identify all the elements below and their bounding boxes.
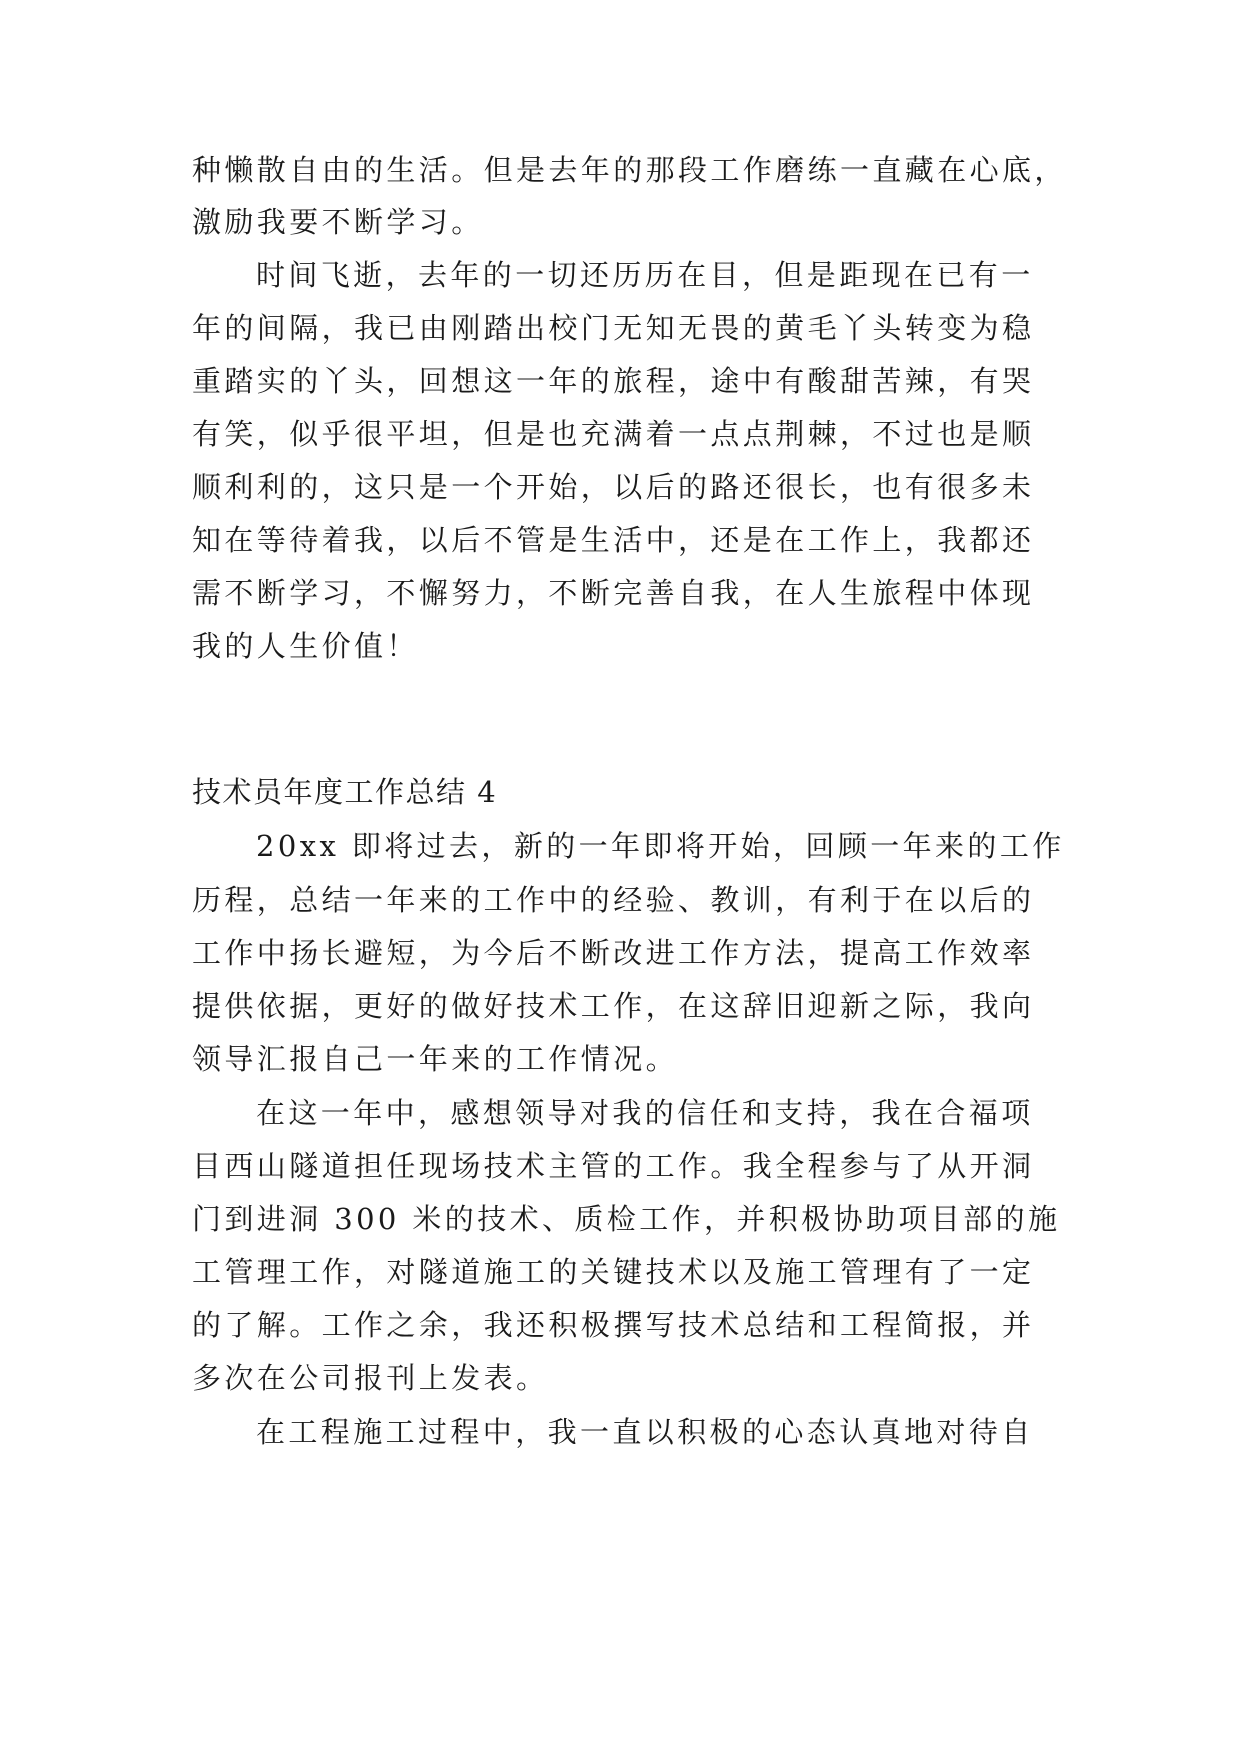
- text-line: 种懒散自由的生活。但是去年的那段工作磨练一直藏在心底，: [192, 153, 1067, 187]
- section-heading: 技术员年度工作总结 4: [192, 775, 498, 809]
- text-line: 20xx 即将过去，新的一年即将开始，回顾一年来的工作: [256, 829, 1065, 863]
- text-line: 年的间隔，我已由刚踏出校门无知无畏的黄毛丫头转变为稳: [192, 311, 1035, 345]
- text-line: 目西山隧道担任现场技术主管的工作。我全程参与了从开洞: [192, 1149, 1035, 1183]
- text-line: 提供依据，更好的做好技术工作，在这辞旧迎新之际，我向: [192, 989, 1035, 1023]
- text-line: 时间飞逝，去年的一切还历历在目，但是距现在已有一: [256, 258, 1034, 292]
- text-line: 知在等待着我，以后不管是生活中，还是在工作上，我都还: [192, 523, 1035, 557]
- text-line: 需不断学习，不懈努力，不断完善自我，在人生旅程中体现: [192, 576, 1035, 610]
- text-line: 重踏实的丫头，回想这一年的旅程，途中有酸甜苦辣，有哭: [192, 364, 1035, 398]
- text-line: 我的人生价值！: [192, 629, 419, 663]
- text-line: 门到进洞 300 米的技术、质检工作，并积极协助项目部的施: [192, 1202, 1061, 1236]
- text-line: 激励我要不断学习。: [192, 205, 484, 239]
- text-line: 多次在公司报刊上发表。: [192, 1361, 549, 1395]
- text-line: 有笑，似乎很平坦，但是也充满着一点点荆棘，不过也是顺: [192, 417, 1035, 451]
- text-line: 工管理工作，对隧道施工的关键技术以及施工管理有了一定: [192, 1255, 1035, 1289]
- text-line: 在工程施工过程中，我一直以积极的心态认真地对待自: [256, 1415, 1034, 1449]
- text-line: 的了解。工作之余，我还积极撰写技术总结和工程简报，并: [192, 1308, 1035, 1342]
- text-line: 历程，总结一年来的工作中的经验、教训，有利于在以后的: [192, 883, 1035, 917]
- text-line: 顺利利的，这只是一个开始，以后的路还很长，也有很多未: [192, 470, 1035, 504]
- text-line: 在这一年中，感想领导对我的信任和支持，我在合福项: [256, 1096, 1034, 1130]
- text-line: 工作中扬长避短，为今后不断改进工作方法，提高工作效率: [192, 936, 1035, 970]
- text-line: 领导汇报自己一年来的工作情况。: [192, 1042, 679, 1076]
